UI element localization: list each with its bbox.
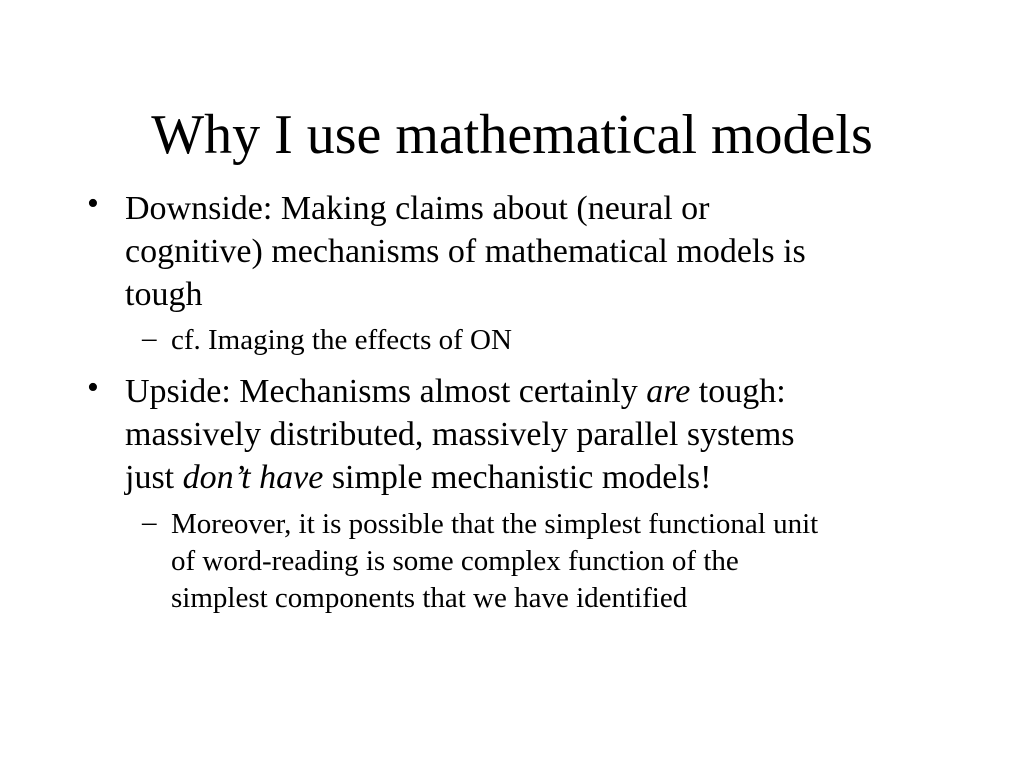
bullet-2-marker: • [87,369,99,406]
subpoint-2-marker: – [142,506,157,538]
bullet-1-line-2: cognitive) mechanisms of mathematical models is [125,233,806,270]
subpoint-2-line-1: Moreover, it is possible that the simplest functional unit [171,508,819,540]
bullet-2-line-3-start: just [125,459,183,496]
bullet-2-line-1 [125,370,795,413]
bullet-2-emphasis-dont-have: don’t have [182,459,324,496]
subpoint-1-marker: – [142,322,157,354]
bullet-1-marker: • [87,185,99,222]
bullet-2-line-2: massively distributed, massively parallel systems [125,416,795,453]
subpoint-1-text [171,322,512,359]
bullet-2-line-1-end: tough: [690,373,786,410]
bullet-1-text [125,187,806,316]
subpoint-2-text [171,506,818,617]
slide-title: Why I use mathematical models [151,104,873,166]
subpoint-2-line-3: simplest components that we have identified [171,582,688,614]
bullet-2-line-3 [125,456,795,499]
bullet-2-line-1-start: Upside: Mechanisms almost certainly [125,373,647,410]
bullet-2-emphasis-are: are [646,373,691,410]
bullet-1-line-1: Downside: Making claims about (neural or [125,190,710,227]
bullet-1-line-3: tough [125,276,203,313]
bullet-2-text [125,370,795,499]
subpoint-2-line-2: of word-reading is some complex function of the [171,545,739,577]
subpoint-1-line-1: cf. Imaging the effects of ON [171,324,512,356]
bullet-2-line-3-end: simple mechanistic models! [323,459,712,496]
